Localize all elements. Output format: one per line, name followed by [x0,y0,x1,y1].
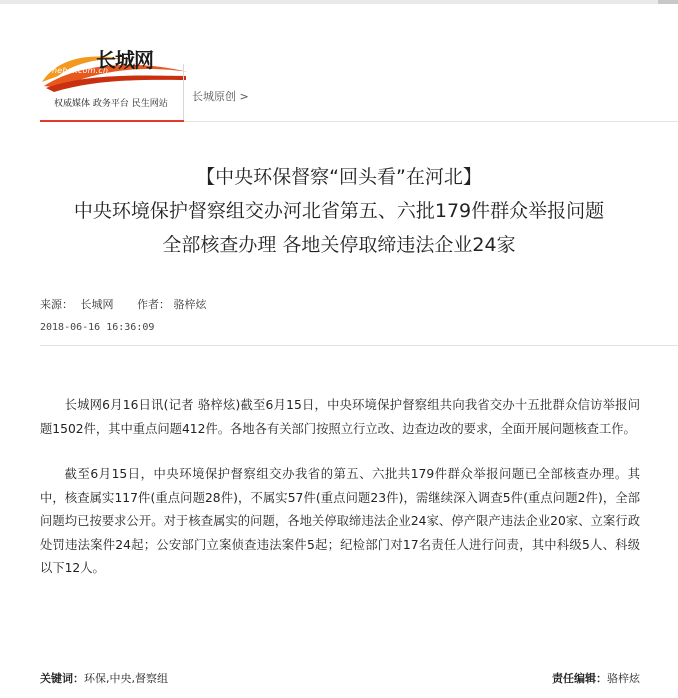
header-divider [183,64,184,120]
keywords [40,670,168,686]
title-line-3: 全部核查办理 各地关停取缔违法企业24家 [162,234,516,256]
title-line-1: 【中央环保督察“回头看”在河北】 [196,166,482,188]
author-label: 作者： [137,298,170,311]
site-header [0,4,678,122]
publish-date: 2018-06-16 16:36:09 [40,322,155,333]
logo-text: 长城网 [96,48,153,72]
meta-divider [40,345,678,346]
source-value: 长城网 [80,298,114,311]
keywords-value[interactable]: 环保,中央,督察组 [84,672,168,685]
logo-tagline: 权威媒体 政务平台 民生网站 [54,99,168,109]
editor-label: 责任编辑： [552,672,607,685]
editor-value: 骆梓炫 [607,672,640,685]
author-value: 骆梓炫 [173,298,207,311]
keywords-label: 关键词： [40,672,84,685]
article-body [40,394,640,603]
site-logo[interactable] [40,42,190,112]
header-rule-accent [40,120,184,122]
source-label: 来源： [40,298,73,311]
breadcrumb[interactable]: 长城原创 > [192,90,249,103]
article-title [0,160,678,262]
title-line-2: 中央环境保护督察组交办河北省第五、六批179件群众举报问题 [73,200,605,222]
paragraph: 长城网6月16日讯(记者 骆梓炫)截至6月15日，中央环境保护督察组共向我省交办十五批群众信访举报问题1502件，其中重点问题412件。各地各有关部门按照立行立改、边查边改的要求，全面开展问题核查工作。 [40,398,640,436]
article-meta [40,296,207,312]
logo-url: hebei.com.cn [52,66,109,75]
paragraph: 截至6月15日，中央环境保护督察组交办我省的第五、六批共179件群众举报问题已全部核查办理。其中，核查属实117件(重点问题28件)，不属实57件(重点问题23件)，需继续深入调查5件(重点问题2件)，全部问题均已按要求公开。对于核查属实的问题，各地关停取缔违法企业24家、停产限产违法企业20家、立案行政处罚违法案件24起；公安部门立案侦查违法案件5起；纪检部门对17名责任人进行问责，其中科级5人、科级以下12人。 [40,467,640,575]
responsible-editor [552,670,640,686]
